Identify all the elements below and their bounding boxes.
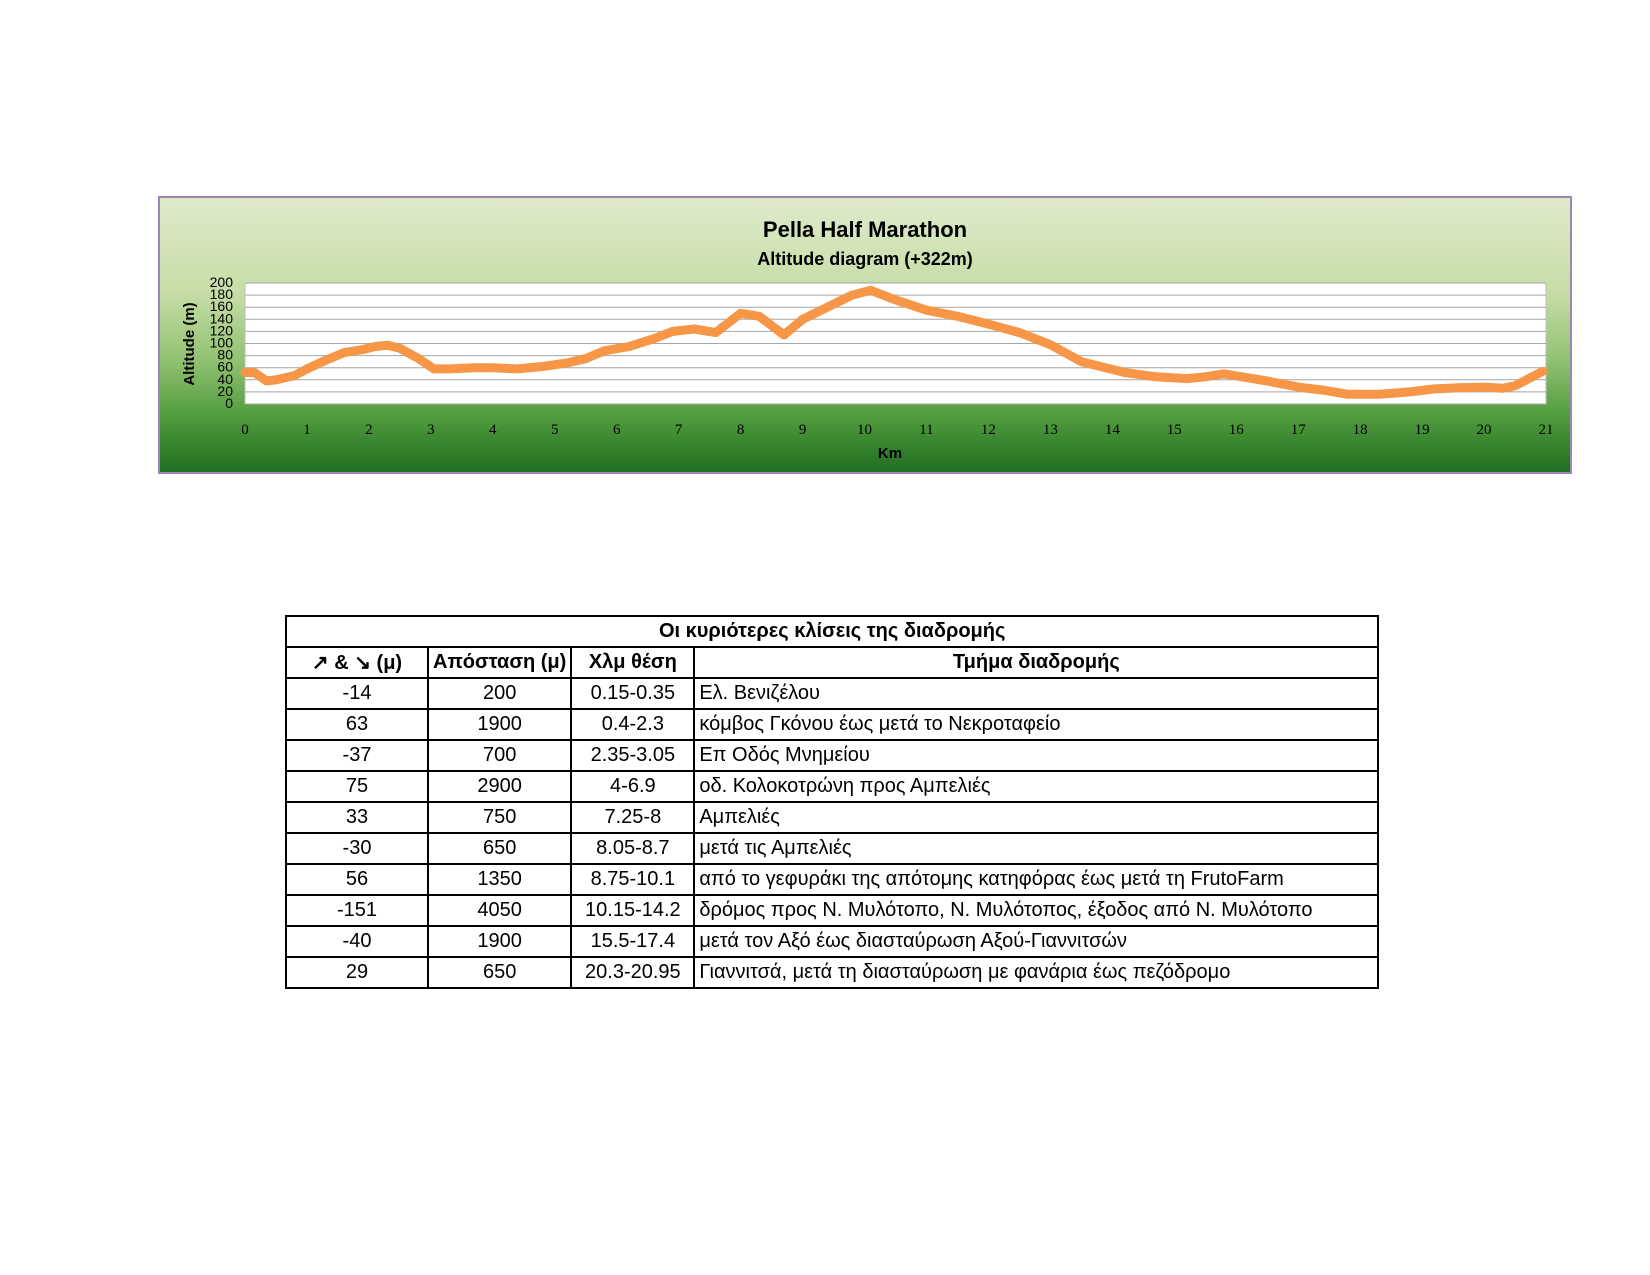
cell-route-section: Γιαννιτσά, μετά τη διασταύρωση με φανάρια έως πεζόδρομο xyxy=(694,957,1378,988)
y-tick-label: 120 xyxy=(209,322,233,339)
x-tick-label: 12 xyxy=(980,422,996,438)
cell-distance: 1900 xyxy=(428,926,571,957)
table-row xyxy=(286,833,1378,864)
altitude-data-point xyxy=(515,366,521,372)
cell-route-section: κόμβος Γκόνου έως μετά το Νεκροταφείο xyxy=(694,709,1378,740)
altitude-data-point xyxy=(626,344,632,350)
cell-km-position: 10.15-14.2 xyxy=(571,895,694,926)
altitude-data-point xyxy=(385,342,391,348)
cell-elevation: -40 xyxy=(286,926,428,957)
x-tick-label: 13 xyxy=(1042,422,1058,438)
cell-distance: 1350 xyxy=(428,864,571,895)
altitude-data-point xyxy=(955,313,961,319)
cell-km-position: 0.15-0.35 xyxy=(571,678,694,709)
altitude-data-point xyxy=(924,307,930,313)
y-tick-label: 80 xyxy=(217,346,233,363)
cell-distance: 1900 xyxy=(428,709,571,740)
cell-distance: 4050 xyxy=(428,895,571,926)
table-row xyxy=(286,895,1378,926)
cell-route-section: δρόμος προς Ν. Μυλότοπο, Ν. Μυλότοπος, έξοδος από Ν. Μυλότοπο xyxy=(694,895,1378,926)
altitude-data-point xyxy=(1345,391,1351,397)
table-title: Οι κυριότερες κλίσεις της διαδρομής xyxy=(286,616,1378,647)
altitude-data-point xyxy=(583,356,589,362)
altitude-data-point xyxy=(1184,376,1190,382)
cell-km-position: 15.5-17.4 xyxy=(571,926,694,957)
altitude-data-point xyxy=(1221,371,1227,377)
cell-distance: 700 xyxy=(428,740,571,771)
altitude-data-point xyxy=(1264,378,1270,384)
altitude-data-point xyxy=(601,348,607,354)
altitude-data-point xyxy=(1456,385,1462,391)
altitude-data-point xyxy=(323,357,329,363)
cell-elevation: 29 xyxy=(286,957,428,988)
x-tick-label: 0 xyxy=(241,422,249,438)
x-tick-label: 19 xyxy=(1414,422,1430,438)
y-tick-label: 60 xyxy=(217,358,233,375)
cell-elevation: -30 xyxy=(286,833,428,864)
x-tick-label: 10 xyxy=(857,422,873,438)
y-axis-label: Altitude (m) xyxy=(181,302,198,386)
altitude-data-point xyxy=(781,332,787,338)
altitude-data-point xyxy=(868,287,874,293)
altitude-data-point xyxy=(292,373,298,379)
table-row xyxy=(286,957,1378,988)
altitude-data-point xyxy=(849,292,855,298)
altitude-data-point xyxy=(1320,387,1326,393)
cell-elevation: 33 xyxy=(286,802,428,833)
x-tick-label: 20 xyxy=(1476,422,1492,438)
cell-km-position: 0.4-2.3 xyxy=(571,709,694,740)
altitude-data-point xyxy=(1407,389,1413,395)
altitude-data-point xyxy=(1047,342,1053,348)
table-row xyxy=(286,678,1378,709)
x-tick-label: 6 xyxy=(612,422,621,438)
header-distance: Απόσταση (μ) xyxy=(428,647,571,678)
altitude-chart-svg xyxy=(158,196,1572,474)
altitude-data-point xyxy=(1078,359,1084,365)
altitude-data-point xyxy=(1376,391,1382,397)
y-tick-label: 160 xyxy=(209,298,233,315)
table-row xyxy=(286,771,1378,802)
altitude-data-point xyxy=(1153,374,1159,380)
altitude-data-point xyxy=(691,326,697,332)
altitude-data-point xyxy=(251,370,257,376)
table-row xyxy=(286,802,1378,833)
altitude-data-point xyxy=(713,330,719,336)
y-tick-label: 0 xyxy=(225,395,233,411)
chart-title: Pella Half Marathon xyxy=(762,217,968,242)
y-tick-label: 180 xyxy=(209,286,233,303)
x-tick-label: 11 xyxy=(919,422,934,438)
altitude-data-point xyxy=(416,356,422,362)
cell-distance: 650 xyxy=(428,957,571,988)
altitude-chart xyxy=(158,196,1572,474)
y-tick-label: 100 xyxy=(209,334,233,351)
x-tick-label: 9 xyxy=(798,422,807,438)
x-tick-label: 8 xyxy=(736,422,745,438)
cell-route-section: μετά τον Αξό έως διασταύρωση Αξού-Γιαννιτσών xyxy=(694,926,1378,957)
y-tick-label: 200 xyxy=(209,274,233,290)
table-row xyxy=(286,740,1378,771)
header-km-position: Χλμ θέση xyxy=(571,647,694,678)
altitude-data-point xyxy=(341,350,347,356)
table-row xyxy=(286,864,1378,895)
altitude-data-point xyxy=(539,364,545,370)
x-axis-label: Km xyxy=(877,445,903,462)
chart-subtitle: Altitude diagram (+322m) xyxy=(757,249,973,269)
cell-route-section: Επ Οδός Μνημείου xyxy=(694,740,1378,771)
altitude-data-point xyxy=(273,377,279,383)
x-tick-label: 5 xyxy=(551,422,559,438)
cell-km-position: 20.3-20.95 xyxy=(571,957,694,988)
altitude-data-point xyxy=(1432,386,1438,392)
header-elevation: ↗ & ↘ (μ) xyxy=(286,647,428,678)
altitude-data-point xyxy=(1540,368,1546,374)
table-row xyxy=(286,709,1378,740)
altitude-data-point xyxy=(651,336,657,342)
altitude-data-point xyxy=(1295,384,1301,390)
cell-route-section: Ελ. Βενιζέλου xyxy=(694,678,1378,709)
cell-distance: 750 xyxy=(428,802,571,833)
cell-km-position: 2.35-3.05 xyxy=(571,740,694,771)
altitude-data-point xyxy=(738,310,744,316)
altitude-data-point xyxy=(431,366,437,372)
x-tick-label: 1 xyxy=(303,422,311,438)
x-tick-label: 7 xyxy=(674,422,683,438)
x-tick-label: 18 xyxy=(1352,422,1368,438)
cell-route-section: οδ. Κολοκοτρώνη προς Αμπελιές xyxy=(694,771,1378,802)
x-tick-label: 16 xyxy=(1228,422,1244,438)
altitude-data-point xyxy=(1481,384,1487,390)
altitude-data-point xyxy=(1500,385,1506,391)
x-tick-label: 2 xyxy=(365,422,373,438)
y-tick-label: 140 xyxy=(209,310,233,327)
altitude-data-point xyxy=(1512,383,1518,389)
altitude-data-point xyxy=(372,344,378,350)
cell-distance: 200 xyxy=(428,678,571,709)
cell-distance: 2900 xyxy=(428,771,571,802)
x-tick-label: 21 xyxy=(1538,422,1554,438)
header-route-section: Τμήμα διαδρομής xyxy=(694,647,1378,678)
altitude-data-point xyxy=(471,365,477,371)
altitude-data-point xyxy=(1122,370,1128,376)
altitude-data-point xyxy=(985,321,991,327)
cell-elevation: -37 xyxy=(286,740,428,771)
altitude-data-point xyxy=(1202,374,1208,380)
altitude-data-point xyxy=(670,328,676,334)
altitude-data-point xyxy=(264,378,270,384)
table-row xyxy=(286,926,1378,957)
cell-route-section: Αμπελιές xyxy=(694,802,1378,833)
cell-elevation: 56 xyxy=(286,864,428,895)
altitude-data-point xyxy=(242,370,248,376)
altitude-data-point xyxy=(1016,330,1022,336)
cell-distance: 650 xyxy=(428,833,571,864)
y-tick-label: 20 xyxy=(217,382,233,399)
altitude-data-point xyxy=(397,345,403,351)
altitude-data-point xyxy=(893,297,899,303)
x-tick-label: 14 xyxy=(1104,422,1120,438)
cell-route-section: από το γεφυράκι της απότομης κατηφόρας έως μετά τη FrutoFarm xyxy=(694,864,1378,895)
altitude-data-point xyxy=(824,304,830,310)
cell-km-position: 8.75-10.1 xyxy=(571,864,694,895)
altitude-data-point xyxy=(446,366,452,372)
slopes-table xyxy=(285,615,1379,989)
altitude-data-point xyxy=(756,313,762,319)
cell-route-section: μετά τις Αμπελιές xyxy=(694,833,1378,864)
cell-elevation: -14 xyxy=(286,678,428,709)
cell-elevation: 63 xyxy=(286,709,428,740)
x-tick-label: 3 xyxy=(427,422,435,438)
altitude-data-point xyxy=(304,366,310,372)
y-tick-label: 40 xyxy=(217,370,233,387)
cell-elevation: 75 xyxy=(286,771,428,802)
altitude-data-point xyxy=(360,347,366,353)
cell-km-position: 7.25-8 xyxy=(571,802,694,833)
cell-elevation: -151 xyxy=(286,895,428,926)
x-tick-label: 17 xyxy=(1290,422,1306,438)
altitude-data-point xyxy=(800,316,806,322)
cell-km-position: 4-6.9 xyxy=(571,771,694,802)
altitude-data-point xyxy=(490,365,496,371)
x-tick-label: 15 xyxy=(1166,422,1182,438)
altitude-data-point xyxy=(564,360,570,366)
x-tick-label: 4 xyxy=(489,422,497,438)
cell-km-position: 8.05-8.7 xyxy=(571,833,694,864)
